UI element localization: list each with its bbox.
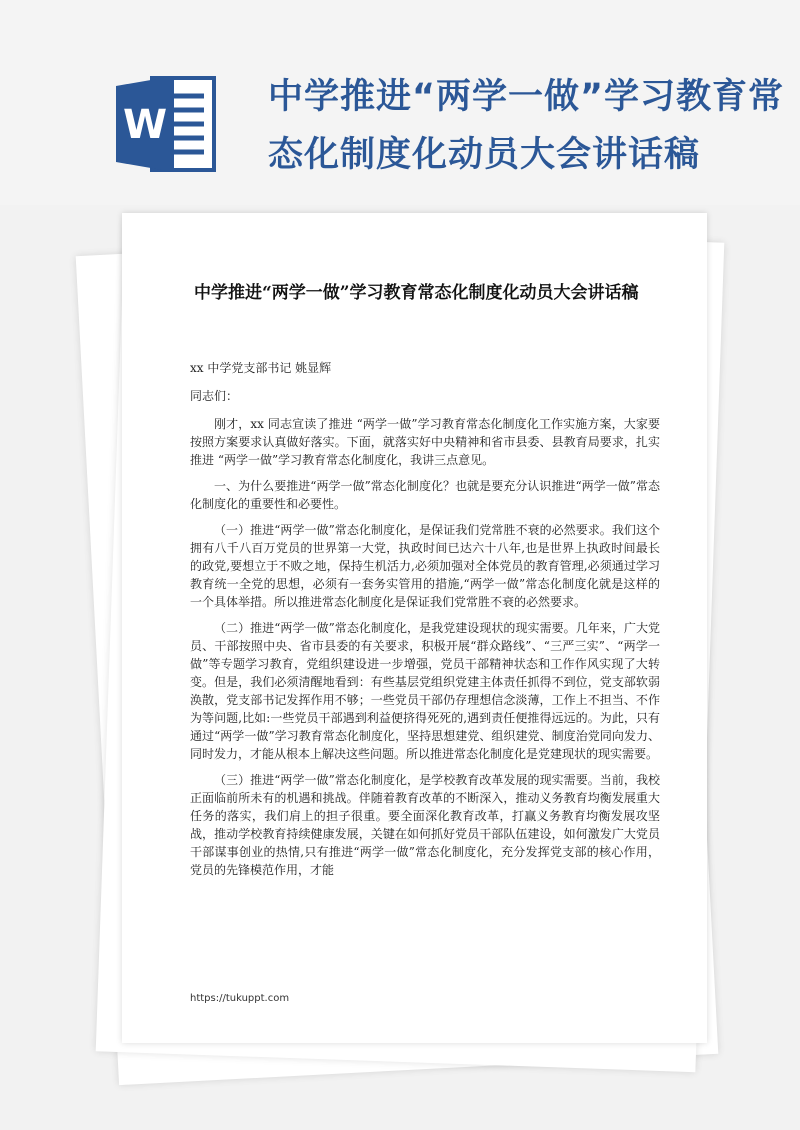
paragraph: 一、为什么要推进“两学一做”常态化制度化？也就是要充分认识推进“两学一做”常态化制度化的重要性和必要性。 [190,479,660,511]
footer-url[interactable]: https://tukuppt.com [190,993,290,1004]
header-title: 中学推进“两学一做”学习教育常态化制度化动员大会讲话稿 [268,77,785,175]
paragraph: （二）推进“两学一做”常态化制度化，是我党建设现状的现实需要。几年来，广大党员、干部按照中央、省市县委的有关要求，积极开展“群众路线”、“三严三实”、“两学一做”等专题学习教育，党组织建设进一步增强，党员干部精神状态和工作作风实现了大转变。但是，我们必须清醒地看到：有些基层党组织党建主体责任抓得不到位，党支部软弱涣散，党支部书记发挥作用不够；一些党员干部仍存理想信念淡薄，工作上不担当、不作为等问题,比如:一些党员干部遇到利益便挤得死死的,遇到责任便推得远远的。为此，只有通过“两学一做”学习教育常态化制度化，坚持思想建党、组织建党、制度治党同向发力、同时发力，才能从根本上解决这些问题。所以推进常态化制度化是党建现状的现实需要。 [190,621,660,761]
salutation: 同志们： [190,389,239,403]
author-line: xx 中学党支部书记 姚显辉 [190,361,332,375]
header-banner [0,0,800,205]
paragraph: 刚才，xx 同志宣读了推进 “两学一做”学习教育常态化制度化工作实施方案，大家要按照方案要求认真做好落实。下面，就落实好中央精神和省市县委、县教育局要求，扎实推进 “两学一做”学习教育常态化制度化，我讲三点意见。 [190,417,660,467]
document-title: 中学推进“两学一做”学习教育常态化制度化动员大会讲话稿 [194,283,639,303]
paragraph: （三）推进“两学一做”常态化制度化，是学校教育改革发展的现实需要。当前，我校正面临前所未有的机遇和挑战。伴随着教育改革的不断深入，推动义务教育均衡发展重大任务的落实，我们肩上的担子很重。要全面深化教育改革，打赢义务教育均衡发展攻坚战，推动学校教育持续健康发展，关键在如何抓好党员干部队伍建设，如何激发广大党员干部谋事创业的热情,只有推进“两学一做”常态化制度化，充分发挥党支部的核心作用，党员的先锋模范作用，才能 [190,773,660,877]
word-document-icon [112,70,224,178]
document-page [122,213,707,1043]
document-body [190,359,660,887]
word-icon-letter: W [122,102,168,148]
paragraph: （一）推进“两学一做”常态化制度化，是保证我们党常胜不衰的必然要求。我们这个拥有八千八百万党员的世界第一大党，执政时间已达六十八年,也是世界上执政时间最长的政党,要想立于不败之地，保持生机活力,必须加强对全体党员的教育管理,必须通过学习教育统一全党的思想，必须有一套务实管用的措施,“两学一做”常态化制度化就是这样的一个具体举措。所以推进常态化制度化是保证我们党常胜不衰的必然要求。 [190,523,660,609]
